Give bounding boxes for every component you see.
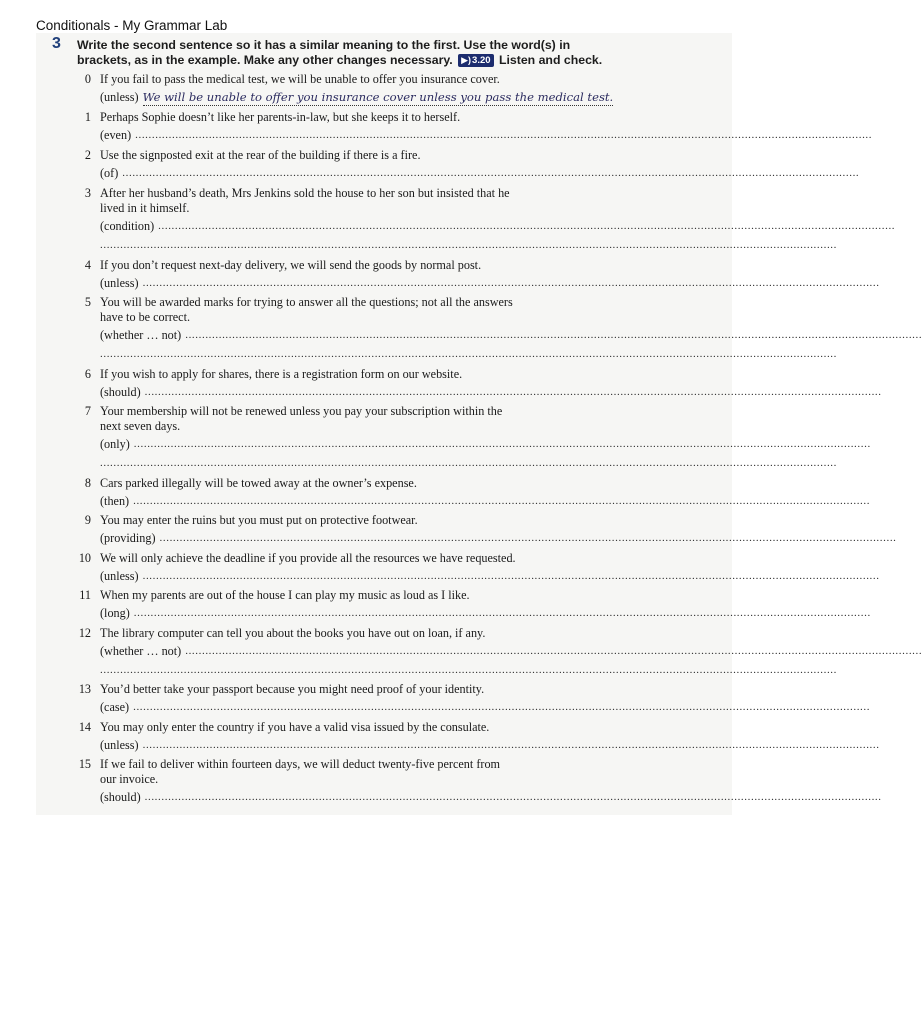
item-sentence: our invoice. [100, 772, 159, 786]
item-sentence: Perhaps Sophie doesn’t like her parents-in-law, but she keeps it to herself. [100, 110, 461, 124]
audio-track-badge[interactable] [458, 54, 493, 67]
speaker-icon: ▶) [461, 55, 472, 65]
audio-track-number: 3.20 [472, 55, 491, 66]
answer-blank-line [0, 346, 837, 362]
item-cue: (only) [100, 437, 130, 451]
item-cue-line [0, 127, 873, 143]
item-number: 4 [84, 258, 91, 272]
item-number: 13 [78, 682, 91, 696]
answer-blank-line [0, 237, 837, 253]
item-sentence: If we fail to deliver within fourteen days, we will deduct twenty-five percent from [100, 757, 501, 771]
item-sentence: lived in it himself. [100, 201, 190, 215]
exercise-item [0, 294, 768, 310]
item-sentence: The library computer can tell you about the books you have out on loan, if any. [100, 626, 486, 640]
item-cue: (of) [100, 166, 119, 180]
item-number: 8 [84, 476, 91, 490]
item-cue: (unless) [100, 569, 139, 583]
exercise-item-continuation [0, 200, 768, 216]
instruction-text: Write the second sentence so it has a similar meaning to the first. Use the word(s) in brackets, as in the example. Make any other changes necessary. [77, 38, 571, 67]
answer-blank-dots[interactable]: ............................................................................................................................................................................................................................ [100, 239, 837, 251]
exercise-item [0, 475, 768, 491]
item-number: 12 [78, 626, 91, 640]
item-cue-line [0, 643, 922, 659]
item-sentence: If you don’t request next-day delivery, we will send the goods by normal post. [100, 258, 482, 272]
example-answer: We will be unable to offer you insurance cover unless you pass the medical test. [142, 90, 614, 104]
item-cue: (long) [100, 606, 130, 620]
item-sentence: After her husband’s death, Mrs Jenkins sold the house to her son but insisted that he [100, 186, 510, 200]
item-cue: (should) [100, 385, 141, 399]
item-cue-line [0, 89, 768, 105]
item-cue: (even) [100, 128, 132, 142]
answer-blank-dots[interactable]: ............................................................................................................................................................................................................................ [159, 532, 897, 544]
exercise-item [0, 257, 768, 273]
item-cue-line [0, 568, 880, 584]
exercise-item [0, 719, 768, 735]
item-number: 6 [84, 367, 91, 381]
exercise-item [0, 109, 768, 125]
exercise-item [0, 681, 768, 697]
item-cue: (then) [100, 494, 130, 508]
item-cue-line [0, 493, 871, 509]
item-cue: (should) [100, 790, 141, 804]
answer-blank-dots[interactable]: ............................................................................................................................................................................................................................ [185, 329, 922, 341]
item-sentence: When my parents are out of the house I can play my music as loud as I like. [100, 588, 470, 602]
exercise-item [0, 147, 768, 163]
item-cue: (condition) [100, 219, 155, 233]
answer-blank-dots[interactable]: ............................................................................................................................................................................................................................ [100, 348, 837, 360]
exercise-item [0, 403, 768, 419]
item-sentence: Cars parked illegally will be towed away at the owner’s expense. [100, 476, 417, 490]
answer-blank-dots[interactable]: ............................................................................................................................................................................................................................ [133, 495, 871, 507]
exercise-item [0, 366, 768, 382]
item-cue: (unless) [100, 276, 139, 290]
answer-blank-dots[interactable]: ............................................................................................................................................................................................................................ [185, 645, 922, 657]
item-cue-line [0, 530, 897, 546]
item-sentence: You may only enter the country if you have a valid visa issued by the consulate. [100, 720, 490, 734]
item-cue: (case) [100, 700, 130, 714]
exercise-item-continuation [0, 418, 768, 434]
item-number: 7 [84, 404, 91, 418]
item-cue-line [0, 436, 871, 452]
exercise-item [0, 587, 768, 603]
answer-blank-dots[interactable]: ............................................................................................................................................................................................................................ [122, 167, 860, 179]
item-cue: (unless) [100, 738, 139, 752]
answer-blank-dots[interactable]: ............................................................................................................................................................................................................................ [144, 386, 882, 398]
exercise-item [0, 512, 768, 528]
item-number: 2 [84, 148, 91, 162]
item-number: 3 [84, 186, 91, 200]
item-number: 10 [78, 551, 91, 565]
item-cue-line [0, 605, 871, 621]
answer-blank-dots[interactable]: ............................................................................................................................................................................................................................ [158, 220, 896, 232]
item-cue-line [0, 699, 871, 715]
item-cue-line [0, 275, 880, 291]
item-number: 15 [78, 757, 91, 771]
item-cue-line [0, 789, 882, 805]
answer-blank-line [0, 662, 837, 678]
item-cue-line [0, 327, 922, 343]
exercise-item-continuation [0, 771, 768, 787]
answer-blank-dots[interactable]: ............................................................................................................................................................................................................................ [133, 701, 871, 713]
item-number: 0 [84, 72, 91, 86]
answer-blank-dots[interactable]: ............................................................................................................................................................................................................................ [133, 607, 871, 619]
exercise-instructions [77, 38, 617, 68]
document-title: Conditionals - My Grammar Lab [36, 18, 228, 33]
exercise-item [0, 185, 768, 201]
item-number: 5 [84, 295, 91, 309]
answer-blank-dots[interactable]: ............................................................................................................................................................................................................................ [142, 277, 880, 289]
answer-blank-line [0, 455, 837, 471]
item-sentence: You will be awarded marks for trying to answer all the questions; not all the answers [100, 295, 513, 309]
exercise-item [0, 756, 768, 772]
item-sentence: If you fail to pass the medical test, we will be unable to offer you insurance cover. [100, 72, 500, 86]
item-number: 11 [79, 588, 91, 602]
exercise-number: 3 [52, 35, 61, 52]
item-sentence: We will only achieve the deadline if you provide all the resources we have requested. [100, 551, 516, 565]
item-sentence: You’d better take your passport because you might need proof of your identity. [100, 682, 485, 696]
item-sentence: You may enter the ruins but you must put on protective footwear. [100, 513, 418, 527]
item-cue-line [0, 384, 882, 400]
exercise-item [0, 550, 768, 566]
item-cue: (whether … not) [100, 328, 182, 342]
item-number: 1 [84, 110, 91, 124]
listen-and-check-text: Listen and check. [498, 53, 603, 67]
item-sentence: If you wish to apply for shares, there is a registration form on our website. [100, 367, 463, 381]
exercise-item [0, 71, 768, 87]
exercise-item [0, 625, 768, 641]
item-cue-line [0, 165, 860, 181]
item-cue: (providing) [100, 531, 156, 545]
answer-blank-dots[interactable]: ............................................................................................................................................................................................................................ [144, 791, 882, 803]
item-sentence: Your membership will not be renewed unless you pay your subscription within the [100, 404, 503, 418]
answer-blank-dots[interactable]: ............................................................................................................................................................................................................................ [100, 664, 837, 676]
item-cue: (unless) [100, 90, 139, 104]
item-number: 9 [84, 513, 91, 527]
item-sentence: Use the signposted exit at the rear of the building if there is a fire. [100, 148, 421, 162]
item-cue-line [0, 737, 880, 753]
answer-blank-dots[interactable]: ............................................................................................................................................................................................................................ [142, 739, 880, 751]
item-sentence: next seven days. [100, 419, 181, 433]
answer-blank-dots[interactable]: ............................................................................................................................................................................................................................ [133, 438, 871, 450]
item-number: 14 [78, 720, 91, 734]
answer-blank-dots[interactable]: ............................................................................................................................................................................................................................ [142, 570, 880, 582]
exercise-item-continuation [0, 309, 768, 325]
item-cue-line [0, 218, 896, 234]
answer-blank-dots[interactable]: ............................................................................................................................................................................................................................ [135, 129, 873, 141]
item-sentence: have to be correct. [100, 310, 191, 324]
item-cue: (whether … not) [100, 644, 182, 658]
answer-blank-dots[interactable]: ............................................................................................................................................................................................................................ [100, 457, 837, 469]
